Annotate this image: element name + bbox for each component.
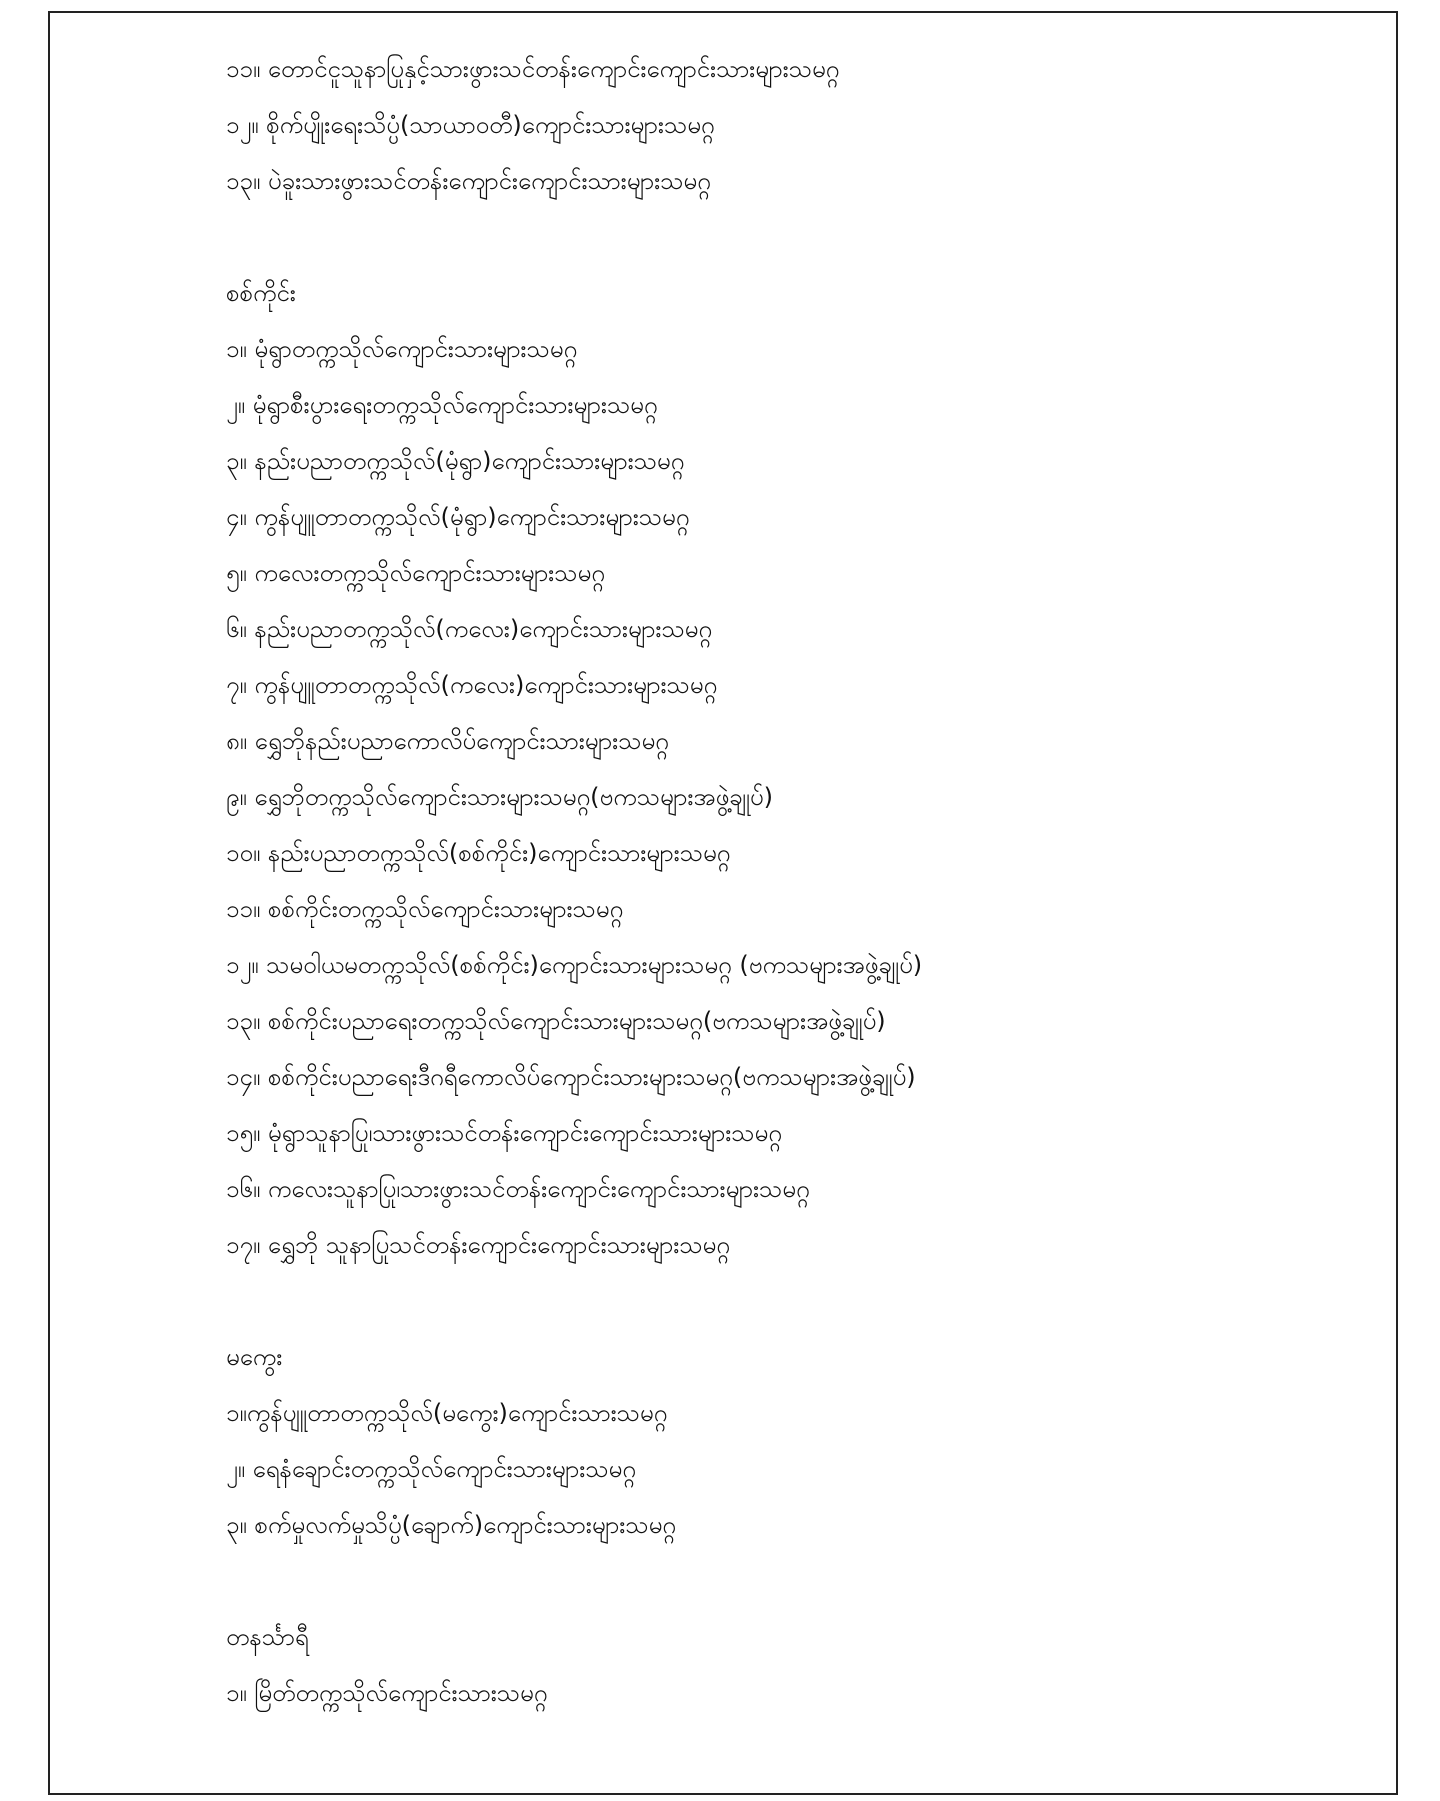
list-item: ၈။ ရွှေဘိုနည်းပညာကောလိပ်ကျောင်းသားများသမဂ္ဂ bbox=[226, 727, 669, 755]
section-heading-magway: မကွေး bbox=[226, 1343, 283, 1371]
list-item: ၁၇။ ရွှေဘို သူနာပြုသင်တန်းကျောင်းကျောင်းသားများသမဂ္ဂ bbox=[226, 1231, 730, 1259]
list-item: ၁၄။ စစ်ကိုင်းပညာရေးဒီဂရီကောလိပ်ကျောင်းသားများသမဂ္ဂ(ဗကသများအဖွဲ့ချုပ်) bbox=[226, 1063, 916, 1091]
list-item: ၁၁။ တောင်ငူသူနာပြုနှင့်သားဖွားသင်တန်းကျောင်းကျောင်းသားများသမဂ္ဂ bbox=[226, 55, 840, 83]
list-item: ၅။ ကလေးတက္ကသိုလ်ကျောင်းသားများသမဂ္ဂ bbox=[226, 559, 605, 587]
list-item: ၉။ ရွှေဘိုတက္ကသိုလ်ကျောင်းသားများသမဂ္ဂ(ဗကသများအဖွဲ့ချုပ်) bbox=[226, 783, 773, 811]
list-item: ၁၃။ ပဲခူးသားဖွားသင်တန်းကျောင်းကျောင်းသားများသမဂ္ဂ bbox=[226, 167, 711, 195]
list-item: ၁၀။ နည်းပညာတက္ကသိုလ်(စစ်ကိုင်း)ကျောင်းသားများသမဂ္ဂ bbox=[226, 839, 731, 867]
list-item: ၂။ ရေနံချောင်းတက္ကသိုလ်ကျောင်းသားများသမဂ္ဂ bbox=[226, 1455, 636, 1483]
list-item: ၁။ မြိတ်တက္ကသိုလ်ကျောင်းသားသမဂ္ဂ bbox=[226, 1679, 548, 1707]
list-item: ၁၆။ ကလေးသူနာပြု၊သားဖွားသင်တန်းကျောင်းကျောင်းသားများသမဂ္ဂ bbox=[226, 1175, 810, 1203]
list-item: ၁။ မုံရွာတက္ကသိုလ်ကျောင်းသားများသမဂ္ဂ bbox=[226, 335, 578, 363]
page-frame bbox=[48, 11, 1398, 1795]
list-item: ၇။ ကွန်ပျူတာတက္ကသိုလ်(ကလေး)ကျောင်းသားများသမဂ္ဂ bbox=[226, 671, 718, 699]
list-item: ၃။ နည်းပညာတက္ကသိုလ်(မုံရွာ)ကျောင်းသားများသမဂ္ဂ bbox=[226, 447, 685, 475]
list-item: ၁၃။ စစ်ကိုင်းပညာရေးတက္ကသိုလ်ကျောင်းသားများသမဂ္ဂ(ဗကသများအဖွဲ့ချုပ်) bbox=[226, 1007, 886, 1035]
list-item: ၁။ကွန်ပျူတာတက္ကသိုလ်(မကွေး)ကျောင်းသားသမဂ္ဂ bbox=[226, 1399, 668, 1427]
list-item: ၁၂။ သမဝါယမတက္ကသိုလ်(စစ်ကိုင်း)ကျောင်းသားများသမဂ္ဂ (ဗကသများအဖွဲ့ချုပ်) bbox=[226, 951, 923, 979]
list-item: ၁၂။ စိုက်ပျိုးရေးသိပ္ပံ(သာယာဝတီ)ကျောင်းသားများသမဂ္ဂ bbox=[226, 111, 715, 139]
section-heading-tanintharyi: တနင်္သာရီ bbox=[226, 1623, 309, 1651]
list-item: ၃။ စက်မှုလက်မှုသိပ္ပံ(ချောက်)ကျောင်းသားများသမဂ္ဂ bbox=[226, 1511, 676, 1539]
section-gap bbox=[226, 209, 1356, 265]
section-gap bbox=[226, 1273, 1356, 1329]
list-item: ၆။ နည်းပညာတက္ကသိုလ်(ကလေး)ကျောင်းသားများသမဂ္ဂ bbox=[226, 615, 713, 643]
list-item: ၄။ ကွန်ပျူတာတက္ကသိုလ်(မုံရွာ)ကျောင်းသားများသမဂ္ဂ bbox=[226, 503, 690, 531]
list-item: ၂။ မုံရွာစီးပွားရေးတက္ကသိုလ်ကျောင်းသားများသမဂ္ဂ bbox=[226, 391, 658, 419]
list-item: ၁၅။ မုံရွာသူနာပြု၊သားဖွားသင်တန်းကျောင်းကျောင်းသားများသမဂ္ဂ bbox=[226, 1119, 782, 1147]
section-heading-sagaing: စစ်ကိုင်း bbox=[226, 279, 296, 307]
section-gap bbox=[226, 1553, 1356, 1609]
list-item: ၁၁။ စစ်ကိုင်းတက္ကသိုလ်ကျောင်းသားများသမဂ္ဂ bbox=[226, 895, 624, 923]
document-content bbox=[226, 41, 1356, 1721]
